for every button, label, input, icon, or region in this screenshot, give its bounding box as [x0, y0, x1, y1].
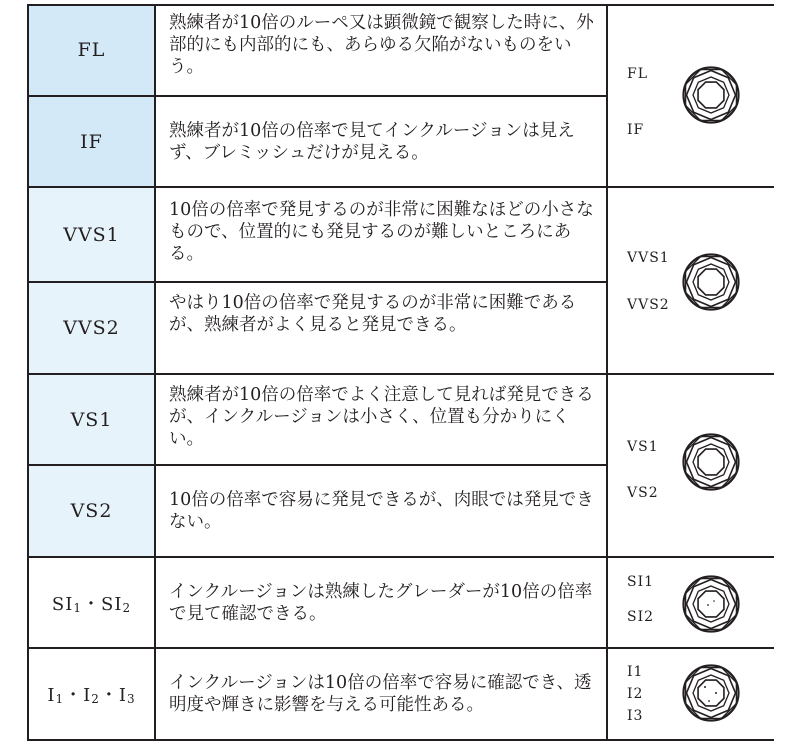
grade-cell-vvs2	[28, 282, 155, 374]
description-cell-vvs1	[155, 187, 607, 282]
grade-label: VVS2	[63, 317, 120, 339]
grade-cell-i	[28, 648, 155, 740]
group-label: I2	[627, 686, 644, 702]
diamond-icon	[681, 432, 741, 492]
group-label: IF	[627, 122, 645, 138]
row-divider	[27, 95, 607, 97]
description-text: 熟練者が10倍の倍率で見てインクルージョンは見えず、ブレミッシュだけが見える。	[169, 120, 575, 163]
group-label: VS2	[627, 485, 659, 501]
grade-label: VS1	[70, 408, 113, 431]
grade-label: VVS1	[63, 223, 120, 246]
table-border-bottom	[27, 739, 774, 741]
description-cell-vs1	[155, 374, 607, 465]
table-border-top	[27, 4, 774, 6]
description-cell-vs2	[155, 465, 607, 557]
description-cell-if	[155, 96, 607, 187]
diamond-icon	[681, 574, 741, 634]
description-text: 熟練者が10倍のルーペ又は顕微鏡で観察した時に、外部的にも内部的にも、あらゆる欠陥がないものをいう。	[169, 13, 594, 77]
diamond-icon	[681, 663, 741, 723]
description-cell-fl	[155, 4, 607, 96]
group-label: I3	[627, 708, 644, 724]
grade-cell-if	[28, 96, 155, 187]
description-cell-si	[155, 557, 607, 648]
group-label: VVS2	[627, 297, 670, 313]
description-text: インクルージョンは10倍の倍率で容易に確認でき、透明度や輝きに影響を与える可能性ある。	[169, 673, 592, 715]
grade-label: $SI_1$・$SI_2$	[51, 593, 132, 615]
description-text: やはり10倍の倍率で発見するのが非常に困難であるが、熟練者がよく見ると発見できる。	[169, 293, 577, 335]
description-cell-vvs2	[155, 282, 607, 374]
description-text: インクルージョンは熟練したグレーダーが10倍の倍率で見て確認できる。	[169, 581, 593, 624]
description-text: 10倍の倍率で発見するのが非常に困難なほどの小さなもので、位置的にも発見するのが難しいところにある。	[169, 200, 594, 264]
group-label: SI1	[627, 574, 655, 590]
row-divider	[27, 281, 607, 283]
grade-cell-vs1	[28, 374, 155, 465]
group-label: SI2	[627, 609, 655, 625]
description-text: 10倍の倍率で容易に発見できるが、肉眼では発見できない。	[169, 490, 594, 532]
diamond-icon	[681, 252, 741, 312]
grade-cell-vs2	[28, 465, 155, 557]
grade-label: FL	[77, 39, 106, 61]
grade-label: $I_1$・$I_2$・$I_3$	[47, 685, 136, 706]
row-divider	[27, 464, 607, 466]
group-label: VS1	[627, 439, 659, 455]
grade-label: IF	[80, 130, 103, 153]
group-divider	[27, 647, 774, 649]
grade-cell-si	[28, 557, 155, 648]
description-cell-i	[155, 648, 607, 740]
group-label: VVS1	[627, 250, 670, 266]
group-divider	[27, 186, 774, 188]
description-text: 熟練者が10倍の倍率でよく注意して見れば発見できるが、インクルージョンは小さく、位置も分かりにくい。	[169, 385, 594, 449]
grade-cell-fl	[28, 4, 155, 96]
grade-cell-vvs1	[28, 187, 155, 282]
grade-label: VS2	[70, 500, 113, 522]
group-label: I1	[627, 664, 644, 680]
group-divider	[27, 373, 774, 375]
group-label: FL	[627, 66, 649, 82]
group-divider	[27, 556, 774, 558]
diamond-icon	[681, 65, 741, 125]
